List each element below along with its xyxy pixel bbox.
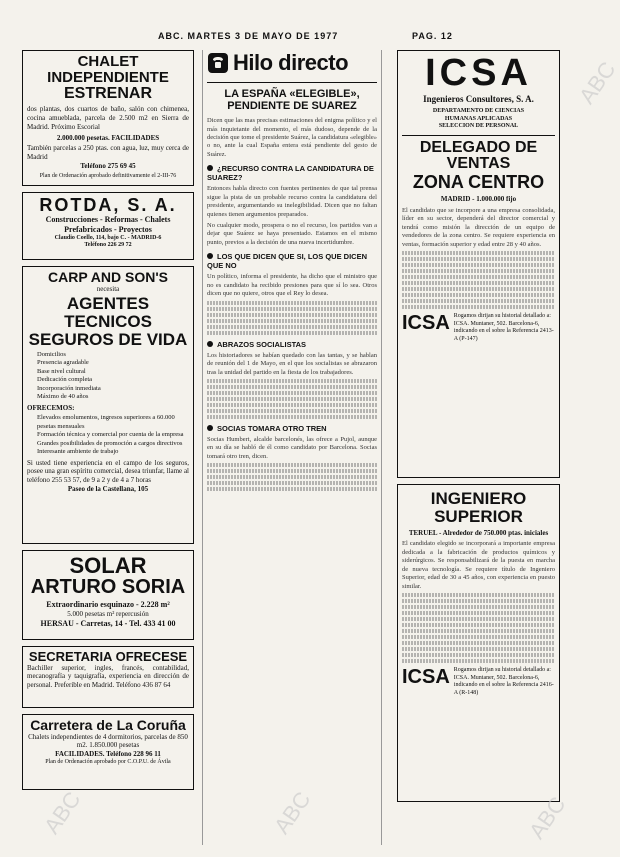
carp-text: Si usted tiene experiencia en el campo de los seguros, posee una gran espíritu comercial, desea triunfar, llame al teléfono 255 53 57, de 9 a 2 y de 4 a 7 horas: [27, 458, 189, 485]
icsa-company: Ingenieros Consultores, S. A.: [423, 93, 534, 104]
solar-contact: HERSAU - Carretas, 14 - Tel. 433 41 00: [40, 618, 176, 628]
center-column: [202, 50, 382, 845]
article-title-2: PENDIENTE DE SUAREZ: [227, 99, 357, 112]
solar-title: SOLAR: [69, 553, 147, 578]
rotda-phone: Teléfono 226 29 72: [84, 242, 132, 249]
watermark: ABC: [268, 787, 316, 839]
section-heading: SOCIAS TOMARA OTRO TREN: [207, 424, 377, 433]
list-item: Grandes posibilidades de promoción a cargos directivos: [37, 439, 183, 447]
bullet-icon: [207, 425, 213, 431]
column-logo: [207, 50, 377, 83]
rotda-line2: Prefabricados - Proyectos: [64, 224, 152, 234]
icsa-department-3: SELECCION DE PERSONAL: [438, 123, 519, 130]
carp-offers: [27, 414, 189, 456]
ingeniero-reference-text: Rogamos dirijan su historial detallado a: ICSA. Muntaner, 502. Barcelona-6, indicando en el sobre la Referencia 2416-A (R-148): [453, 667, 554, 696]
column-logo-text: Hilo directo: [233, 50, 349, 75]
chalet-subtitle: ESTRENAR: [63, 84, 152, 102]
chalet-price: 2.000.000 pesetas. FACILIDADES: [56, 133, 160, 142]
carp-address: Paseo de la Castellana, 105: [67, 484, 149, 493]
bullet-icon: [207, 253, 213, 259]
carretera-phone: FACILIDADES. Teléfono 228 96 11: [55, 750, 161, 759]
list-item: Presencia agradable: [37, 359, 89, 367]
icsa-reference-text: Rogamos dirijan su historial detallado a: ICSA. Muntaner, 502. Barcelona-6, indicando en el sobre la Referencia 2413-A (P-147): [453, 313, 554, 342]
secretaria-title: SECRETARIA OFRECESE: [28, 649, 188, 664]
list-item: Incorporación inmediata: [37, 384, 101, 392]
section-heading: LOS QUE DICEN QUE SI, LOS QUE DICEN QUE NO: [207, 252, 368, 271]
section-heading: ¿RECURSO CONTRA LA CANDIDATURA DE SUAREZ?: [207, 164, 374, 183]
telephone-icon: [207, 52, 229, 74]
secretaria-text: Bachiller superior, ingles, francés, contabilidad, mecanografía y taquigrafía, experiencia en dirección de personal. Preferible en Madrid. Teléfono 436 87 64: [27, 663, 189, 690]
paragraph: Un político, informa el presidente, ha dicho que el ministro que no es candidato ha recibido presiones para que sí lo sea. Otros dicen que no quiere, otros que el Rey lo desea.: [207, 273, 377, 298]
ingeniero-reference: [402, 667, 555, 697]
list-item: Base nivel cultural: [37, 367, 86, 375]
chalet-text: dos plantas, dos cuartos de baño, salón con chimenea, cocina amueblada, parcela de 2.500 m2 en Sierra de Madrid. Próximo Escorial: [27, 105, 189, 131]
bullet-icon: [207, 165, 213, 171]
chalet-footnote: Plan de Ordenación aprobado definitivamente el 2-III-76: [39, 172, 177, 179]
watermark: ABC: [573, 57, 620, 109]
carp-requirements: [27, 351, 189, 402]
chalet-ad: [22, 50, 194, 186]
article-title-1: LA ESPAÑA «ELEGIBLE»,: [224, 88, 360, 100]
carretera-footnote: Plan de Ordenación aprobado por C.O.P.U. de Ávila: [45, 758, 171, 765]
rotda-ad: [22, 192, 194, 260]
icsa-salary: MADRID - 1.000.000 fijo: [440, 195, 517, 204]
solar-ad: [22, 550, 194, 640]
chalet-title: CHALET INDEPENDIENTE: [47, 53, 169, 86]
solar-size: Extraordinario esquinazo - 2.228 m²: [46, 600, 170, 610]
carp-subtitle: necesita: [96, 284, 120, 293]
list-item: Interesante ambiente de trabajo: [37, 448, 119, 456]
left-column: [22, 50, 194, 796]
list-item: Dedicación completa: [37, 376, 93, 384]
page-header: [0, 28, 620, 44]
carretera-text: Chalets independientes de 4 dormitorios, parcelas de 850 m2. 1.850.000 pesetas: [28, 732, 188, 750]
paragraph: Socias Humbert, alcalde barcelonés, las ofrece a Pujol, aunque en su día se habló de él como candidato por Barcelona. Socias tomará otro tren, dicen.: [207, 435, 377, 460]
carretera-ad: [22, 714, 194, 790]
carp-heading-2: SEGUROS DE VIDA: [28, 330, 188, 350]
ingeniero-text: El candidato elegido se incorporará a importante empresa dedicada a la fabricación de productos químicos y siderúrgicos. Se responsabilizará de la puesta en marcha de nueva tecnología. Se requiere título de Ingeniero Superior, edad de 30 a 45 años, con experiencia en puesto similar.: [402, 540, 555, 590]
icsa-text: El candidato que se incorpore a una empresa consolidada, líder en su sector, dependerá del director comercial y tendrá como misión la dirección de un equipo de vendedores de la zona centro. Se requiere experiencia en ventas, formación superior y edad entre 28 y 40 años.: [402, 206, 555, 248]
paragraph: Entonces habla directo con fuentes pertinentes de que tal prensa sigue la pista de un probable recurso contra la candidatura del presidente, argumentando su inelegibilidad. Dicen que no faltan quienes tienen argumentos preparados.: [207, 185, 377, 218]
list-item: Máximo de 40 años: [37, 393, 89, 401]
header-date: ABC. MARTES 3 DE MAYO DE 1977: [158, 31, 339, 41]
icsa-ad: [397, 50, 560, 478]
ingeniero-small-logo: ICSA: [402, 666, 450, 689]
icsa-reference: [402, 313, 555, 343]
icsa-department-2: HUMANAS APLICADAS: [444, 115, 513, 122]
carretera-title: Carretera de La Coruña: [30, 717, 186, 733]
carp-offer-label: OFRECEMOS:: [27, 403, 75, 412]
rotda-line1: Construcciones - Reformas - Chalets: [45, 214, 171, 224]
icsa-small-logo: ICSA: [402, 312, 450, 335]
solar-subtitle: ARTURO SORIA: [30, 576, 186, 599]
list-item: Domicilios: [37, 350, 66, 358]
rotda-address: Claudio Coello, 114, bajo C. - MADRID-6: [54, 234, 162, 241]
icsa-department: DEPARTAMENTO DE CIENCIAS: [432, 108, 525, 115]
icsa-logo: ICSA: [425, 52, 532, 94]
carp-heading-1: AGENTES TECNICOS: [64, 294, 152, 332]
watermark: ABC: [38, 787, 86, 839]
ingeniero-title: INGENIERO SUPERIOR: [430, 489, 527, 526]
section-heading: ABRAZOS SOCIALISTAS: [207, 340, 377, 349]
watermark: ABC: [523, 792, 571, 844]
paragraph: No cualquier modo, prospera o no el recurso, los partidos van a dejar que Suárez se haya presentado. Estamos en el mismo punto, previos a la decisión de una nueva incertidumbre.: [207, 222, 377, 246]
bullet-icon: [207, 341, 213, 347]
paragraph: Los historiadores se habían quedado con las tantas, y se hablan de reunión del 1 de Mayo, en el que los socialistas se abrazaron tras la unidad del partido en la fiesta de los trabajadores.: [207, 351, 377, 376]
chalet-phone: Teléfono 275 69 45: [80, 161, 136, 170]
ingeniero-ad: [397, 484, 560, 802]
ingeniero-location: TERUEL - Alrededor de 750.000 ptas. iniciales: [408, 528, 549, 537]
secretaria-ad: [22, 646, 194, 708]
carp-ad: [22, 266, 194, 544]
chalet-text2: También parcelas a 250 ptas. con agua, luz, muy cerca de Madrid: [27, 144, 189, 162]
icsa-job-zone: ZONA CENTRO: [412, 172, 545, 193]
list-item: Formación técnica y comercial por cuenta de la empresa: [37, 431, 184, 439]
right-column: [397, 50, 560, 808]
list-item: Elevados emolumentos, ingresos superiores a 60.000 pesetas mensuales: [37, 414, 175, 430]
solar-price: 5.000 pesetas m² repercusión: [67, 610, 149, 619]
paragraph: Dicen que las mas precisas estimaciones del enigma político y el más inquietante del momento, el más dudoso, depende de la decisión que tome el presidente Suárez, la candidatura «elegible» o no, ante la cual España entera está pendiente del gesto de Suárez.: [207, 117, 377, 158]
icsa-job-title: DELEGADO DE VENTAS: [419, 138, 538, 173]
rotda-title: ROTDA, S. A.: [39, 195, 177, 215]
page-number: PAG. 12: [412, 31, 453, 41]
carp-title: CARP AND SON'S: [47, 269, 168, 285]
